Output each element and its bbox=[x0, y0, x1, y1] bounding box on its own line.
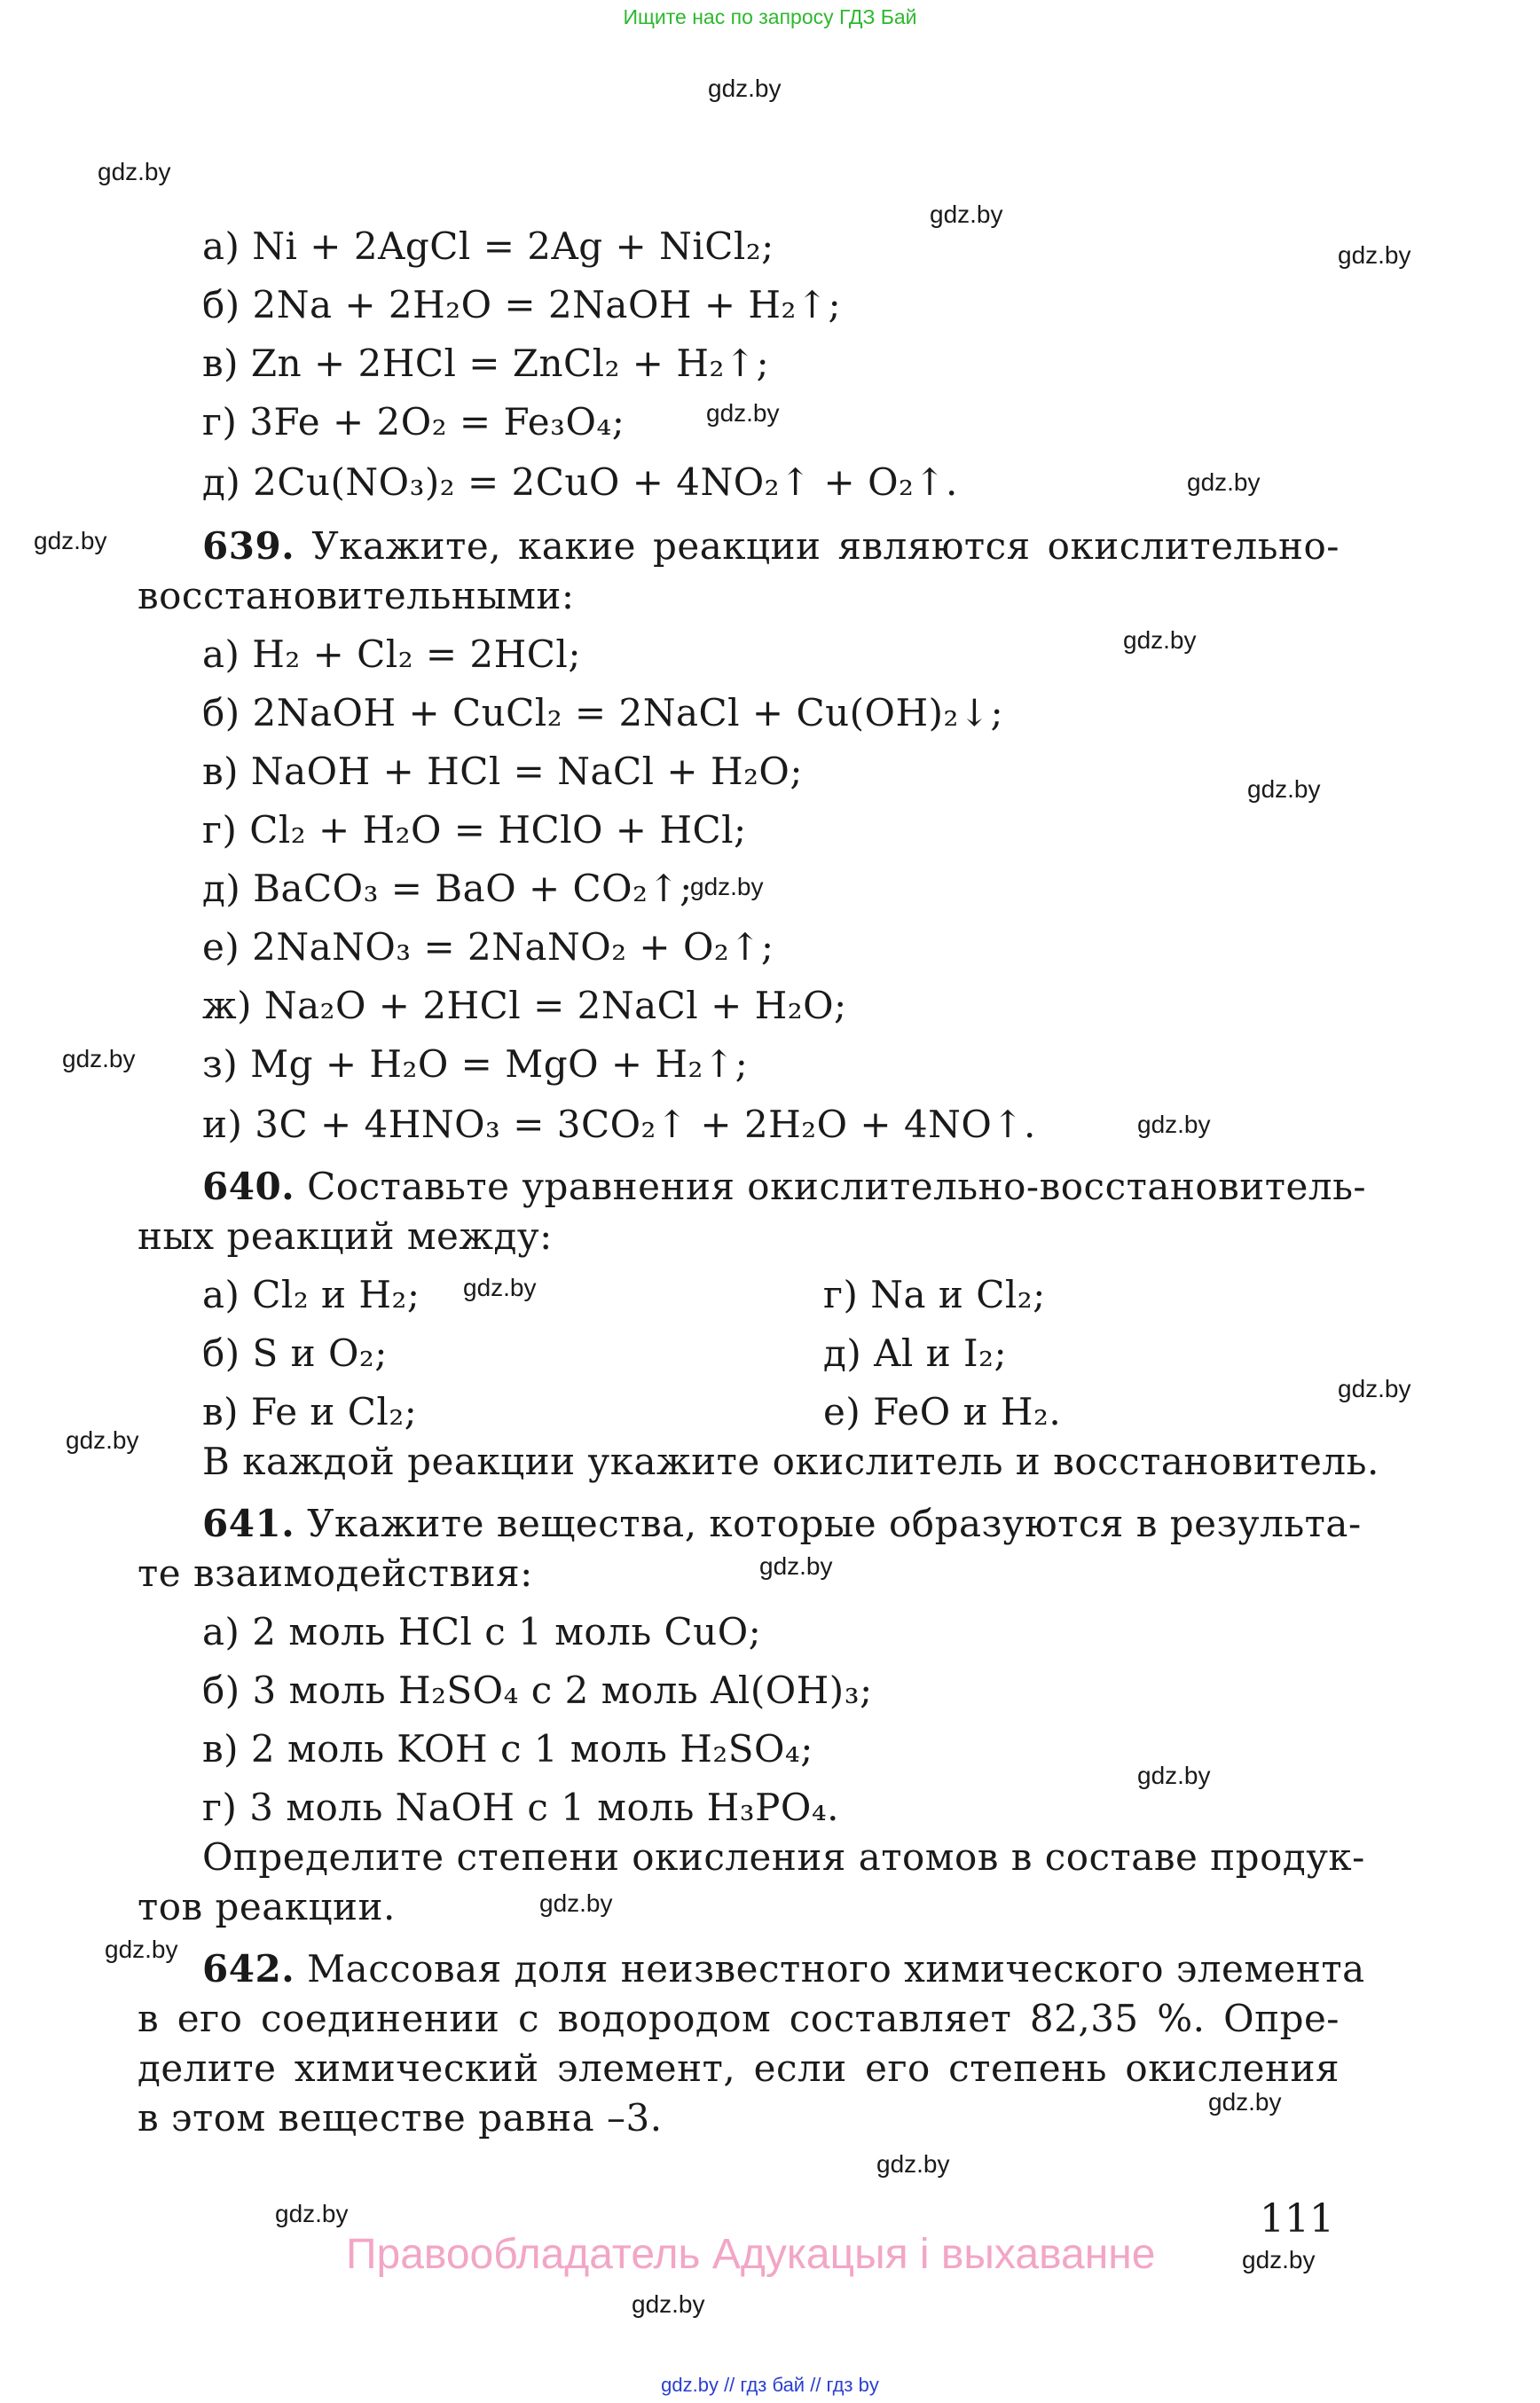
page-number: 111 bbox=[1260, 2196, 1334, 2242]
watermark: gdz.by bbox=[98, 158, 171, 185]
watermark: gdz.by bbox=[275, 2200, 349, 2227]
footer-links[interactable]: gdz.by // гдз бай // гдз by bbox=[661, 2374, 879, 2396]
watermark: gdz.by bbox=[539, 1889, 613, 1917]
exercise-640-heading bbox=[202, 1162, 1367, 1212]
exercise-640-text: ных реакций между: bbox=[138, 1214, 553, 1258]
watermark: gdz.by bbox=[62, 1045, 136, 1072]
watermark: gdz.by bbox=[1247, 775, 1321, 803]
exercise-641-footer: Определите степени окисления атомов в составе продук- bbox=[202, 1835, 1365, 1879]
reaction-item: б) 2Na + 2H₂O = 2NaOH + H₂↑; bbox=[202, 283, 842, 326]
reaction-item: а) Ni + 2AgCl = 2Ag + NiCl₂; bbox=[202, 224, 774, 268]
watermark: gdz.by bbox=[708, 75, 782, 102]
watermark: gdz.by bbox=[632, 2290, 705, 2318]
reaction-item: б) S и O₂; bbox=[202, 1331, 388, 1375]
exercise-641-footer: тов реакции. bbox=[138, 1885, 396, 1928]
watermark: gdz.by bbox=[690, 873, 764, 900]
exercise-641-text: те взаимодействия: bbox=[138, 1551, 533, 1595]
watermark: gdz.by bbox=[34, 527, 107, 554]
watermark: gdz.by bbox=[1137, 1111, 1211, 1138]
exercise-642-heading bbox=[202, 1944, 1365, 1994]
exercise-639-heading bbox=[202, 522, 1340, 571]
exercise-642-text: в этом веществе равна –3. bbox=[138, 2096, 663, 2140]
reaction-item: а) 2 моль HCl с 1 моль CuO; bbox=[202, 1610, 762, 1653]
reaction-item: д) Al и I₂; bbox=[823, 1331, 1008, 1375]
watermark: gdz.by bbox=[1338, 1375, 1411, 1402]
exercise-number: 642. bbox=[202, 1947, 295, 1991]
watermark: gdz.by bbox=[1187, 468, 1261, 496]
reaction-item: г) 3Fe + 2O₂ = Fe₃O₄; bbox=[202, 400, 625, 444]
reaction-item: е) FeO и H₂. bbox=[823, 1390, 1062, 1433]
watermark: gdz.by bbox=[759, 1552, 833, 1580]
reaction-item: з) Mg + H₂O = MgO + H₂↑; bbox=[202, 1042, 749, 1086]
exercise-639-text: восстановительными: bbox=[138, 574, 575, 617]
top-banner[interactable]: Ищите нас по запросу ГДЗ Бай bbox=[623, 5, 917, 28]
reaction-item: е) 2NaNO₃ = 2NaNO₂ + O₂↑; bbox=[202, 925, 774, 969]
exercise-text: Укажите вещества, которые образуются в результа- bbox=[307, 1502, 1362, 1545]
exercise-number: 641. bbox=[202, 1502, 295, 1545]
reaction-item: в) 2 моль KOH с 1 моль H₂SO₄; bbox=[202, 1727, 813, 1771]
copyright-notice: Правообладатель Адукацыя і выхаванне bbox=[346, 2231, 1156, 2278]
watermark: gdz.by bbox=[930, 200, 1003, 228]
watermark: gdz.by bbox=[1123, 626, 1197, 654]
exercise-642-text: в его соединении с водородом составляет 82,35 %. Опре- bbox=[138, 1997, 1340, 2040]
exercise-642-text: делите химический элемент, если его степень окисления bbox=[138, 2046, 1340, 2090]
reaction-item: б) 3 моль H₂SO₄ с 2 моль Al(OH)₃; bbox=[202, 1669, 873, 1712]
watermark: gdz.by bbox=[66, 1426, 139, 1454]
reaction-item: в) NaOH + HCl = NaCl + H₂O; bbox=[202, 750, 804, 793]
reaction-item: д) 2Cu(NO₃)₂ = 2CuO + 4NO₂↑ + O₂↑. bbox=[202, 460, 958, 504]
reaction-item: а) Cl₂ и H₂; bbox=[202, 1273, 420, 1316]
watermark: gdz.by bbox=[706, 399, 780, 427]
reaction-item: ж) Na₂O + 2HCl = 2NaCl + H₂O; bbox=[202, 984, 847, 1027]
exercise-640-footer: В каждой реакции укажите окислитель и восстановитель. bbox=[202, 1440, 1379, 1483]
reaction-item: в) Fe и Cl₂; bbox=[202, 1390, 418, 1433]
reaction-item: б) 2NaOH + CuCl₂ = 2NaCl + Cu(OH)₂↓; bbox=[202, 691, 1004, 734]
watermark: gdz.by bbox=[1137, 1762, 1211, 1789]
reaction-item: и) 3C + 4HNO₃ = 3CO₂↑ + 2H₂O + 4NO↑. bbox=[202, 1103, 1036, 1146]
exercise-text: Составьте уравнения окислительно-восстановитель- bbox=[307, 1165, 1367, 1208]
reaction-item: а) H₂ + Cl₂ = 2HCl; bbox=[202, 632, 581, 676]
watermark: gdz.by bbox=[1338, 241, 1411, 269]
reaction-item: г) Cl₂ + H₂O = HClO + HCl; bbox=[202, 808, 747, 852]
watermark: gdz.by bbox=[876, 2150, 950, 2178]
watermark: gdz.by bbox=[105, 1936, 178, 1963]
reaction-item: г) 3 моль NaOH с 1 моль H₃PO₄. bbox=[202, 1786, 840, 1829]
exercise-641-heading bbox=[202, 1499, 1362, 1549]
exercise-text: Массовая доля неизвестного химического элемента bbox=[307, 1947, 1365, 1991]
reaction-item: д) BaCO₃ = BaO + CO₂↑; bbox=[202, 867, 693, 910]
exercise-number: 639. bbox=[202, 524, 295, 568]
exercise-number: 640. bbox=[202, 1165, 295, 1208]
reaction-item: в) Zn + 2HCl = ZnCl₂ + H₂↑; bbox=[202, 342, 770, 385]
watermark: gdz.by bbox=[1242, 2246, 1316, 2273]
watermark: gdz.by bbox=[1208, 2088, 1282, 2116]
reaction-item: г) Na и Cl₂; bbox=[823, 1273, 1046, 1316]
watermark: gdz.by bbox=[463, 1274, 537, 1301]
exercise-text: Укажите, какие реакции являются окислительно- bbox=[311, 524, 1340, 568]
